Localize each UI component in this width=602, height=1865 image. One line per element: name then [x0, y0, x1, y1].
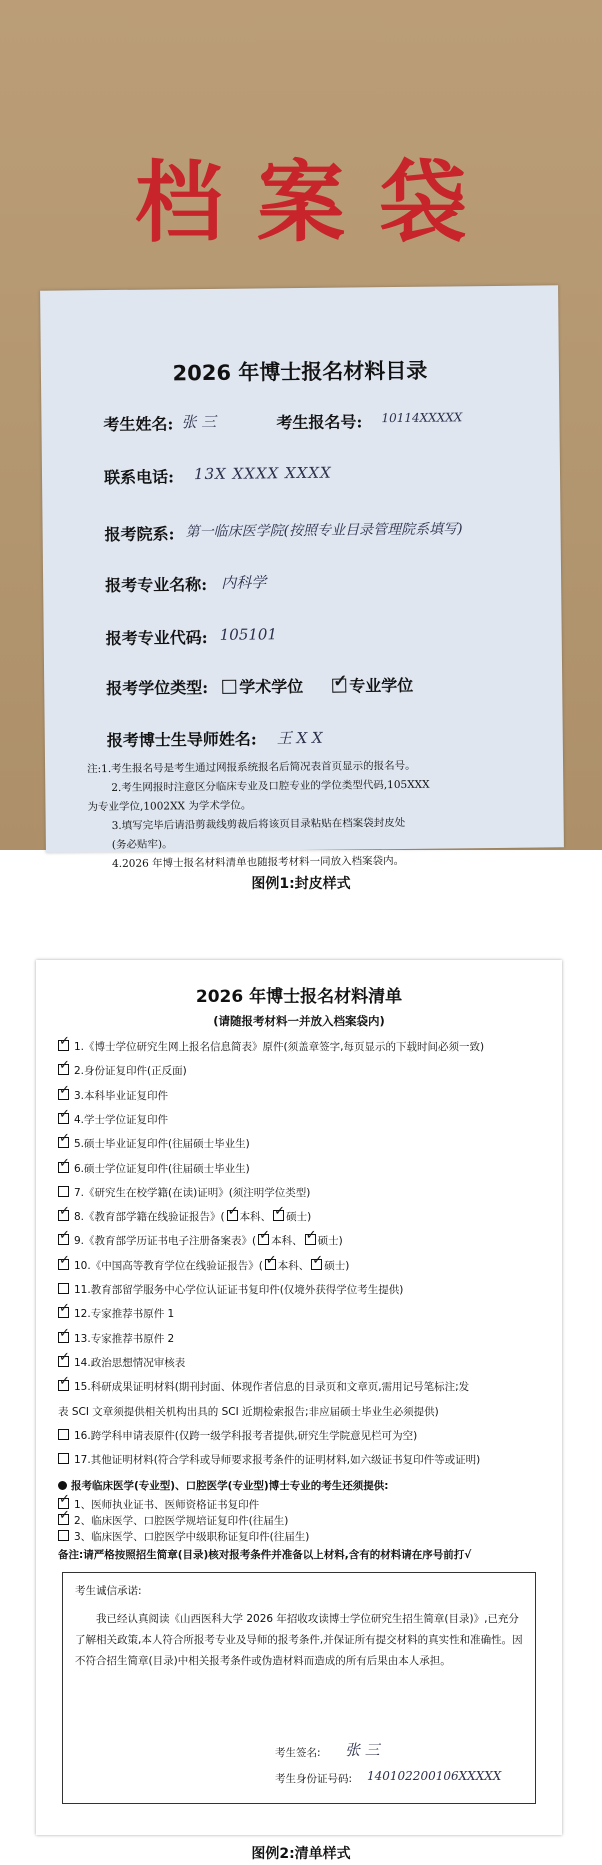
checklist-item: 11.教育部留学服务中心学位认证证书复印件(仅境外获得学位考生提供) [58, 1283, 548, 1297]
checked-checkbox-icon[interactable] [58, 1040, 69, 1051]
degree-academic-option: 学术学位 [222, 674, 303, 698]
checked-checkbox-icon[interactable] [58, 1137, 69, 1148]
sign-label: 考生签名: [275, 1747, 321, 1759]
checked-checkbox-icon[interactable] [58, 1380, 69, 1391]
checkbox-icon[interactable] [58, 1283, 69, 1294]
checkbox-icon[interactable] [58, 1530, 69, 1541]
checklist-subtitle: (请随报考材料一并放入档案袋内) [213, 1014, 385, 1028]
checklist-item: 16.跨学科申请表原件(仅跨一级学科报考者提供,研究生学院意见栏可为空) [58, 1429, 548, 1443]
special-heading: 报考临床医学(专业型)、口腔医学(专业型)博士专业的考生还须提供: [58, 1479, 548, 1493]
professional-checkbox[interactable] [332, 679, 346, 693]
radio-filled-icon [58, 1481, 67, 1490]
checkbox-icon[interactable] [58, 1429, 69, 1440]
school-label: 报考院系: [104, 524, 175, 545]
note-line: 4.2026 年博士报名材料清单也随报考材料一同放入档案袋内。 [112, 854, 405, 871]
special-item: 3、临床医学、口腔医学中级职称证复印件(往届生) [58, 1530, 548, 1544]
remark: 备注:请严格按照招生简章(目录)核对报考条件并准备以上材料,含有的材料请在序号前打√ [58, 1549, 472, 1561]
note-line: 为专业学位,1002XX 为学术学位。 [87, 799, 252, 814]
checked-checkbox-icon[interactable] [58, 1332, 69, 1343]
pledge-body: 我已经认真阅读《山西医科大学 2026 年招收攻读博士学位研究生招生简章(目录)》,已充分了解相关政策,本人符合所报考专业及导师的报考条件,并保证所有提交材料的真实性和准确性。因不符合招生简章(目录)中相关报考条件或伪造材料而造成的所有后果由本人承担。 [75, 1613, 523, 1667]
checklist-item: ✓2.身份证复印件(正反面) [58, 1064, 548, 1078]
cover-notes [87, 756, 538, 875]
name-label: 考生姓名: [103, 414, 174, 435]
note-line: 注:1.考生报名号是考生通过网报系统报名后简况表首页显示的报名号。 [87, 759, 416, 776]
checklist-item: ✓8.《教育部学籍在线验证报告》(✓ 本科、✓ 硕士) [58, 1210, 548, 1224]
checklist-item: ✓1.《博士学位研究生网上报名信息简表》原件(须盖章签字,每页显示的下载时间必须一致) [58, 1040, 548, 1054]
regno-label: 考生报名号: [276, 412, 363, 433]
checked-checkbox-icon[interactable] [58, 1514, 69, 1525]
code-value: 105101 [219, 625, 278, 644]
caption-figure-2: 图例2:清单样式 [251, 1846, 351, 1862]
checklist-item: ✓12.专家推荐书原件 1 [58, 1307, 548, 1321]
caption-figure-1: 图例1:封皮样式 [251, 876, 351, 892]
checklist-item: ✓5.硕士毕业证复印件(往届硕士毕业生) [58, 1137, 548, 1151]
advisor-label: 报考博士生导师姓名: [106, 729, 257, 751]
checklist-item: 表 SCI 文章须提供相关机构出具的 SCI 近期检索报告;非应届硕士毕业生必须提供) [58, 1405, 439, 1418]
checklist-title: 2026 年博士报名材料清单 [195, 987, 403, 1007]
phone-value: 13X XXXX XXXX [193, 463, 332, 484]
checklist-item: ✓15.科研成果证明材料(期刊封面、体现作者信息的目录页和文章页,需用记号笔标注;发 [58, 1380, 548, 1394]
code-label: 报考专业代码: [105, 627, 208, 649]
note-line: 2.考生网报时注意区分临床专业及口腔专业的学位类型代码,105XXX [111, 778, 430, 795]
checked-checkbox-icon[interactable] [58, 1064, 69, 1075]
checked-checkbox-icon[interactable] [258, 1234, 269, 1245]
checkbox-icon[interactable] [58, 1453, 69, 1464]
checklist-item: ✓6.硕士学位证复印件(往届硕士毕业生) [58, 1162, 548, 1176]
advisor-value: 王 X X [276, 728, 323, 748]
pledge-box [62, 1572, 536, 1804]
id-value: 140102200106XXXXX [367, 1769, 502, 1783]
checklist-item: ✓10.《中国高等教育学位在线验证报告》(✓ 本科、✓ 硕士) [58, 1259, 548, 1273]
major-label: 报考专业名称: [105, 574, 208, 596]
checked-checkbox-icon[interactable] [58, 1113, 69, 1124]
checked-checkbox-icon[interactable] [58, 1089, 69, 1100]
checked-checkbox-icon[interactable] [58, 1162, 69, 1173]
degree-label: 报考学位类型: [106, 677, 209, 699]
regno-value: 10114XXXXX [381, 410, 463, 426]
checklist-item: ✓4.学士学位证复印件 [58, 1113, 548, 1127]
special-item: ✓1、医师执业证书、医师资格证书复印件 [58, 1498, 548, 1512]
note-line: 3.填写完毕后请沿剪裁线剪裁后将该页目录粘贴在档案袋封皮处 [111, 816, 406, 833]
checklist-item: ✓13.专家推荐书原件 2 [58, 1332, 548, 1346]
checked-checkbox-icon[interactable] [58, 1356, 69, 1367]
cover-title: 2026 年博士报名材料目录 [172, 358, 428, 386]
checklist-sheet [36, 960, 562, 1835]
envelope-title: 档案袋 [134, 150, 501, 254]
checklist-item: ✓3.本科毕业证复印件 [58, 1089, 548, 1103]
checked-checkbox-icon[interactable] [58, 1259, 69, 1270]
degree-professional-option: ✓ 专业学位 [332, 673, 413, 697]
checked-checkbox-icon[interactable] [227, 1210, 238, 1221]
pledge-heading: 考生诚信承诺: [75, 1585, 142, 1597]
sign-value: 张 三 [345, 1741, 380, 1759]
checklist-item: ✓9.《教育部学历证书电子注册备案表》(✓ 本科、✓ 硕士) [58, 1234, 548, 1248]
checklist-item: 17.其他证明材料(符合学科或导师要求报考条件的证明材料,如六级证书复印件等或证明) [58, 1453, 548, 1467]
special-item: ✓2、临床医学、口腔医学规培证复印件(往届生) [58, 1514, 548, 1528]
phone-label: 联系电话: [103, 467, 175, 488]
checked-checkbox-icon[interactable] [311, 1259, 322, 1270]
name-value: 张 三 [181, 412, 217, 432]
checked-checkbox-icon[interactable] [58, 1210, 69, 1221]
envelope-photo [0, 0, 602, 871]
checked-checkbox-icon[interactable] [265, 1259, 276, 1270]
cover-sheet [40, 285, 564, 871]
id-label: 考生身份证号码: [275, 1773, 353, 1785]
checklist-item: 7.《研究生在校学籍(在读)证明》(须注明学位类型) [58, 1186, 548, 1200]
checked-checkbox-icon[interactable] [273, 1210, 284, 1221]
note-line: (务必贴牢)。 [111, 838, 173, 852]
academic-checkbox[interactable] [222, 680, 236, 694]
checked-checkbox-icon[interactable] [58, 1234, 69, 1245]
checkbox-icon[interactable] [58, 1186, 69, 1197]
school-value: 第一临床医学院(按照专业目录管理院系填写) [185, 521, 463, 541]
major-value: 内科学 [221, 573, 267, 592]
checked-checkbox-icon[interactable] [305, 1234, 316, 1245]
checklist-item: ✓14.政治思想情况审核表 [58, 1356, 548, 1370]
checked-checkbox-icon[interactable] [58, 1307, 69, 1318]
